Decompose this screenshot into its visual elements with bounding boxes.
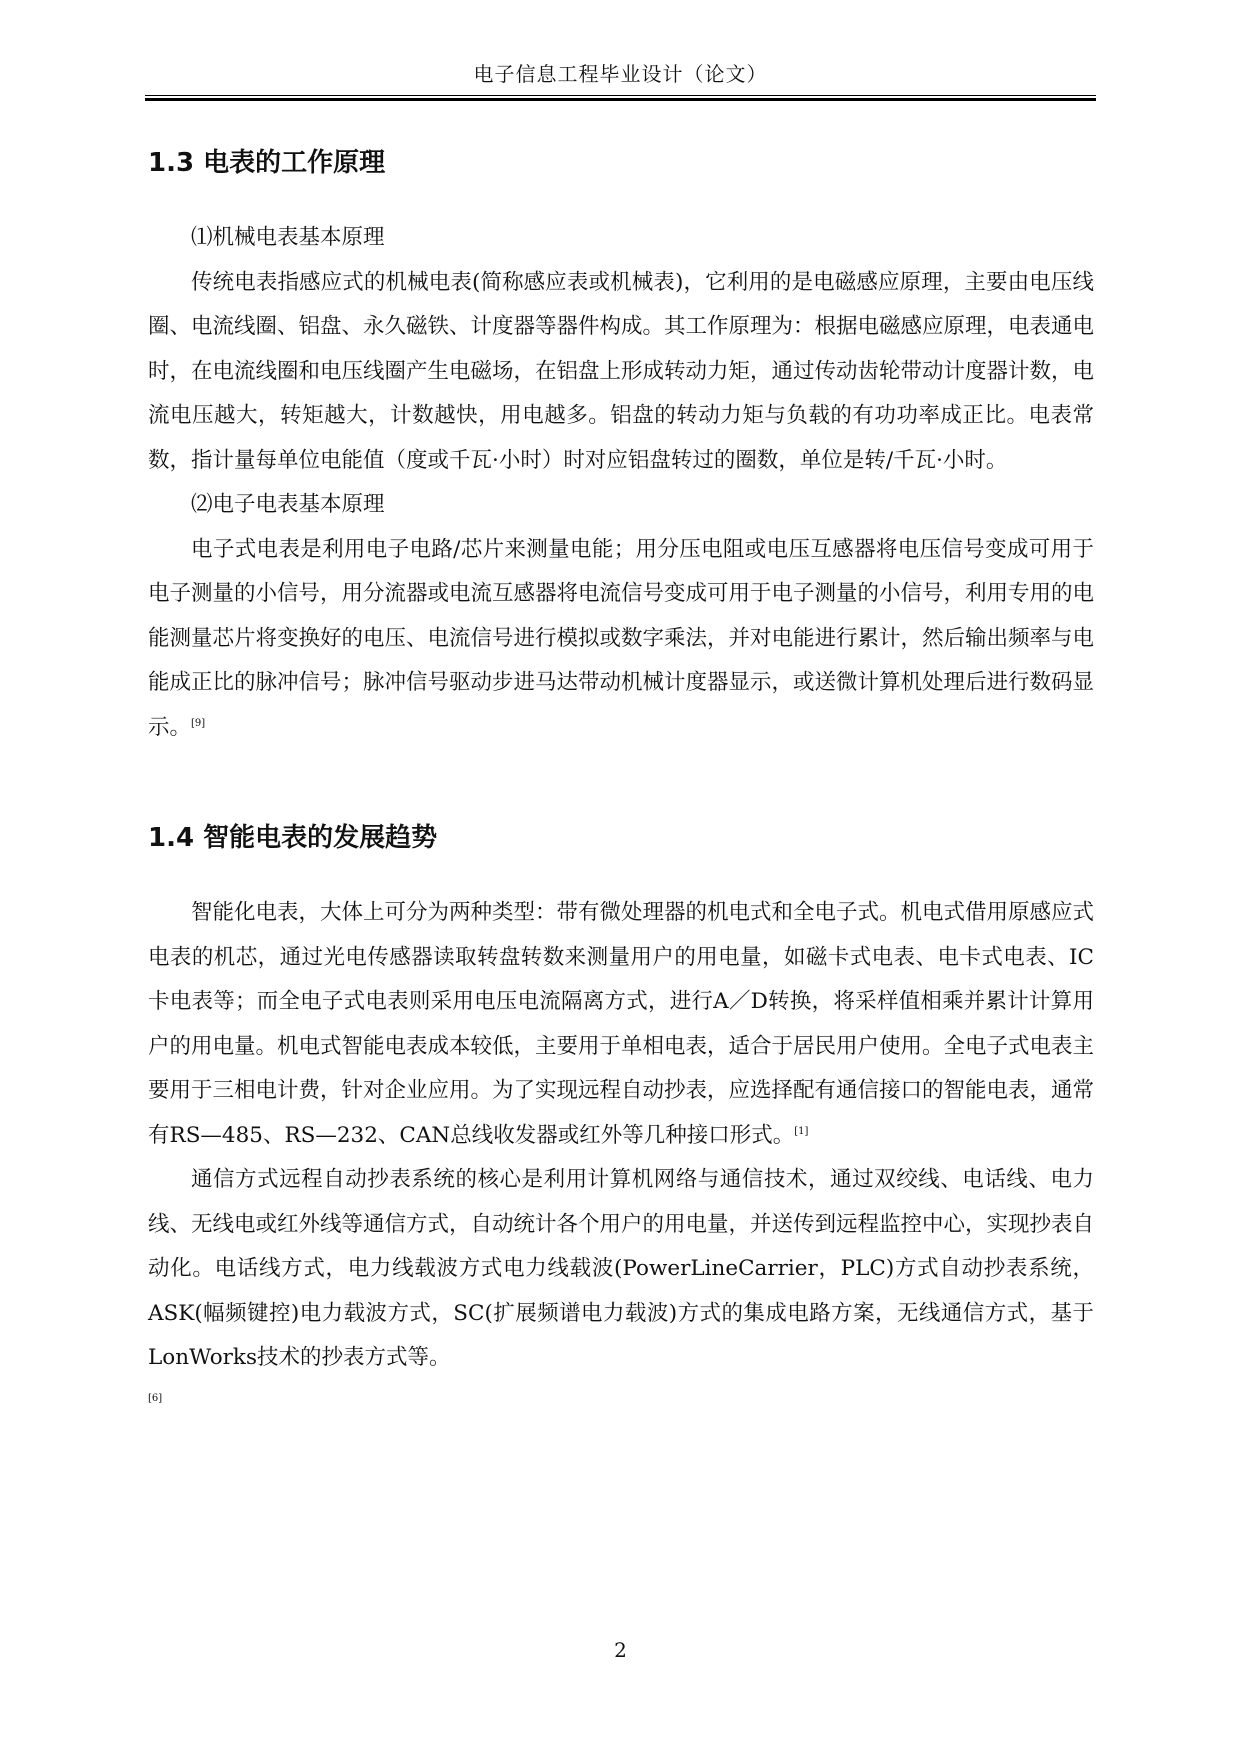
citation-ref: [9] xyxy=(191,717,206,729)
page-body xyxy=(148,138,1094,1425)
paragraph-smart-meter-types xyxy=(148,891,1094,1158)
subsection-label-mechanical: ⑴机械电表基本原理 xyxy=(191,225,385,250)
paragraph-electronic-meter xyxy=(148,528,1094,751)
citation-ref: [1] xyxy=(794,1125,809,1137)
running-header: 电子信息工程毕业设计（论文） xyxy=(473,62,768,86)
paragraph-text: 电子式电表是利用电子电路/芯片来测量电能；用分压电阻或电压互感器将电压信号变成可用于电子测量的小信号，用分流器或电流互感器将电流信号变成可用于电子测量的小信号，利用专用的电能测量芯片将变换好的电压、电流信号进行模拟或数字乘法，并对电能进行累计，然后输出频率与电能成正比的脉冲信号；脉冲信号驱动步进马达带动机械计度器显示，或送微计算机处理后进行数码显示。 xyxy=(148,536,1095,740)
page-number: 2 xyxy=(614,1638,627,1662)
paragraph-text: 智能化电表，大体上可分为两种类型：带有微处理器的机电式和全电子式。机电式借用原感应式电表的机芯，通过光电传感器读取转盘转数来测量用户的用电量，如磁卡式电表、电卡式电表、IC卡电表等；而全电子式电表则采用电压电流隔离方式，进行A／D转换，将采样值相乘并累计计算用户的用电量。机电式智能电表成本较低，主要用于单相电表，适合于居民用户使用。全电子式电表主要用于三相电计费，针对企业应用。为了实现远程自动抄表，应选择配有通信接口的智能电表，通常有RS—485、RS—232、CAN总线收发器或红外等几种接口形式。 xyxy=(148,900,1095,1148)
section-heading-1-4: 1.4 智能电表的发展趋势 xyxy=(148,823,438,853)
paragraph-text: 通信方式远程自动抄表系统的核心是利用计算机网络与通信技术，通过双绞线、电话线、电力线、无线电或红外线等通信方式，自动统计各个用户的用电量，并送传到远程监控中心，实现抄表自动化。电话线方式，电力线载波方式电力线载波(PowerLineCarrier，PLC)方式自动抄表系统，ASK(幅频键控)电力载波方式，SC(扩展频谱电力载波)方式的集成电路方案，无线通信方式，基于LonWorks技术的抄表方式等。 xyxy=(148,1167,1095,1370)
paragraph-remote-reading xyxy=(148,1158,1094,1381)
citation-line xyxy=(148,1381,1094,1426)
subsection-label-electronic: ⑵电子电表基本原理 xyxy=(191,492,385,517)
section-heading-1-3: 1.3 电表的工作原理 xyxy=(148,148,386,178)
header-rule-thin xyxy=(145,95,1096,96)
header-rule-thick xyxy=(145,98,1096,101)
citation-ref: [6] xyxy=(148,1392,163,1404)
paragraph-mechanical-meter: 传统电表指感应式的机械电表(简称感应表或机械表)，它利用的是电磁感应原理，主要由电压线圈、电流线圈、铝盘、永久磁铁、计度器等器件构成。其工作原理为：根据电磁感应原理，电表通电时，在电流线圈和电压线圈产生电磁场，在铝盘上形成转动力矩，通过传动齿轮带动计度器计数，电流电压越大，转矩越大，计数越快，用电越多。铝盘的转动力矩与负载的有功功率成正比。电表常数，指计量每单位电能值（度或千瓦·小时）时对应铝盘转过的圈数，单位是转/千瓦·小时。 xyxy=(148,269,1095,473)
